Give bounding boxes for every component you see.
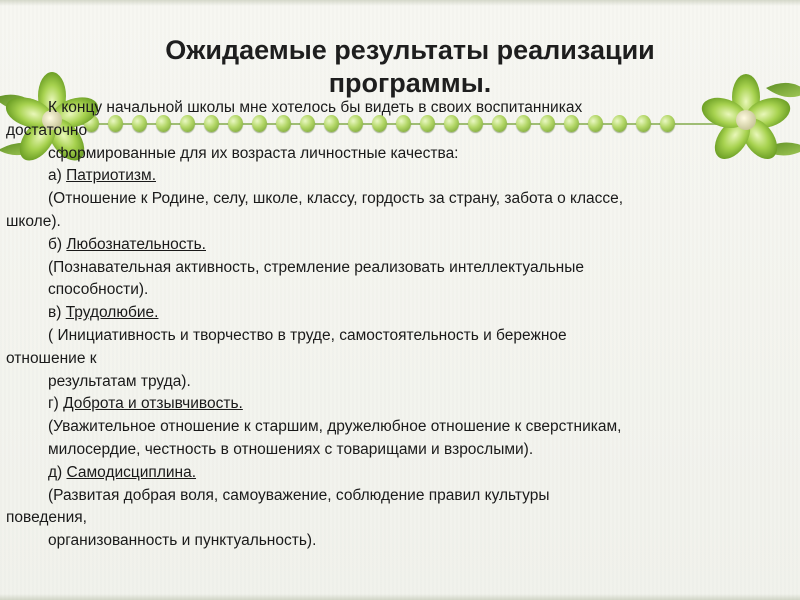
- item-name: Трудолюбие.: [65, 304, 159, 322]
- intro-line-2: достаточно: [6, 121, 88, 139]
- item-line: поведения,: [6, 509, 87, 527]
- item-heading: [6, 234, 796, 257]
- item-prefix: а): [48, 167, 67, 185]
- item-prefix: д): [48, 463, 67, 481]
- item-name: Доброта и отзывчивость.: [63, 395, 243, 413]
- item-heading: [6, 165, 796, 188]
- item-line: (Развитая добрая воля, самоуважение, соблюдение правил культуры: [48, 486, 550, 504]
- top-border: [0, 0, 800, 6]
- intro-line-3: сформированные для их возраста личностные качества:: [48, 144, 459, 162]
- item-heading: [6, 462, 796, 485]
- bottom-border: [0, 594, 800, 600]
- item-line: организованность и пунктуальность).: [48, 532, 317, 550]
- slide-title: Ожидаемые результаты реализации программы.: [165, 35, 655, 98]
- item-prefix: в): [48, 304, 66, 322]
- item-line: (Отношение к Родине, селу, школе, классу, гордость за страну, забота о классе,: [48, 190, 624, 208]
- item-line: способности).: [48, 281, 149, 299]
- item-line: школе).: [6, 212, 61, 230]
- item-name: Любознательность.: [66, 235, 206, 253]
- item-line: отношение к: [6, 349, 97, 367]
- intro-line-1: К концу начальной школы мне хотелось бы видеть в своих воспитанниках: [48, 99, 583, 116]
- item-name: Патриотизм.: [66, 167, 156, 185]
- item-name: Самодисциплина.: [66, 463, 197, 481]
- item-line: милосердие, честность в отношениях с товарищами и взрослыми).: [48, 440, 534, 458]
- content-body: [6, 97, 796, 553]
- item-line: результатам труда).: [48, 372, 191, 390]
- item-heading: [6, 302, 796, 325]
- item-line: (Познавательная активность, стремление реализовать интеллектуальные: [48, 258, 585, 276]
- item-prefix: г): [48, 395, 64, 413]
- item-heading: [6, 393, 796, 416]
- item-line: (Уважительное отношение к старшим, дружелюбное отношение к сверстникам,: [48, 418, 622, 436]
- item-line: ( Инициативность и творчество в труде, самостоятельность и бережное: [48, 326, 567, 344]
- item-prefix: б): [48, 235, 67, 253]
